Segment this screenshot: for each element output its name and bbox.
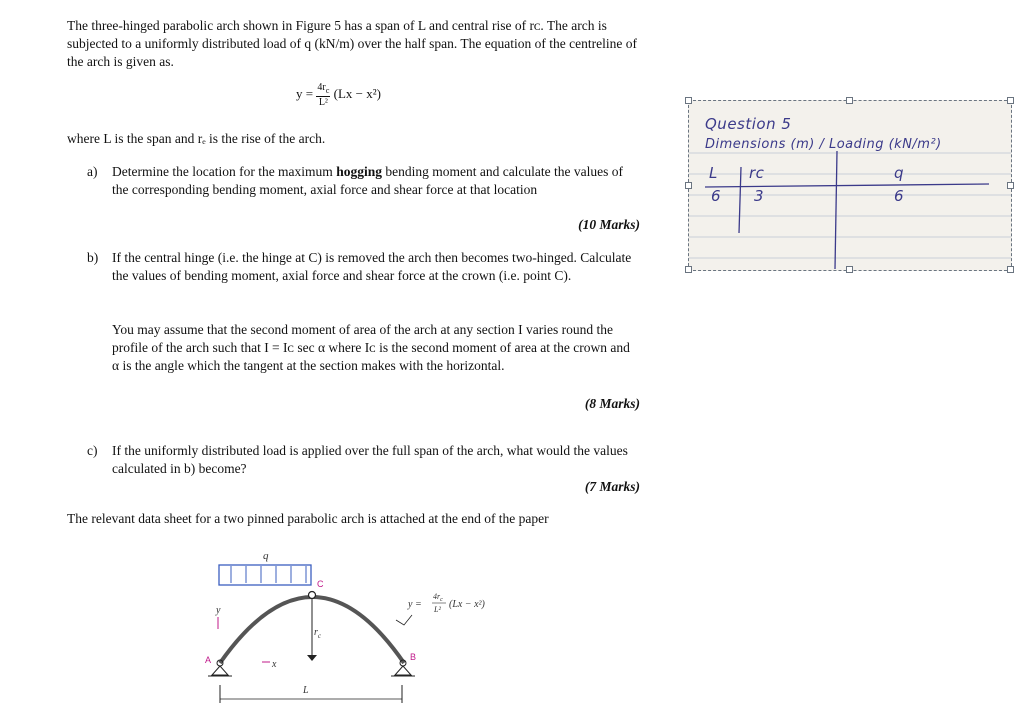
resize-handle-bc[interactable] — [846, 266, 853, 273]
note-subtitle: Dimensions (m) / Loading (kN/m²) — [705, 137, 942, 152]
figure-eq-rhs: (Lx − x²) — [449, 599, 485, 610]
question-b-text: If the central hinge (i.e. the hinge at C) is removed the arch then becomes two-hinged. Calculate the values of bending moment, axial force and shear force at the crown (i.e. point C). — [112, 250, 632, 283]
l-label: L — [303, 685, 309, 696]
where-text: where L is the span and rₑ is the rise of the arch. — [67, 131, 326, 146]
equation-numerator: 4r — [317, 82, 326, 93]
a-label: A — [205, 655, 212, 665]
c-label: C — [317, 579, 324, 589]
question-b-assumption: You may assume that the second moment of area of the arch at any section I varies round the profile of the arch such that I = Iᴄ sec α where Iᴄ is the second moment of area at the crown and α is the angle which the tangent at the section makes with the horizontal. — [112, 322, 630, 373]
equation-lhs: y = — [296, 85, 314, 101]
note-header-q: q — [894, 164, 905, 182]
note-header-rc: rc — [749, 164, 765, 182]
question-a-text: Determine the location for the maximum hogging bending moment and calculate the values of the corresponding bending moment, axial force and shear force at that location — [112, 164, 624, 197]
footer-text: The relevant data sheet for a two pinned parabolic arch is attached at the end of the paper — [67, 511, 549, 526]
question-a-marks: (10 Marks) — [578, 217, 640, 232]
question-a-label: a) — [87, 164, 98, 179]
equation-numerator-sub: c — [325, 86, 330, 95]
resize-handle-br[interactable] — [1007, 266, 1014, 273]
y-label: y — [216, 605, 221, 616]
question-a-bold: hogging — [336, 164, 382, 179]
note-value-q: 6 — [894, 187, 905, 205]
note-value-l: 6 — [711, 187, 722, 205]
resize-handle-bl[interactable] — [685, 266, 692, 273]
handwritten-note-image[interactable] — [688, 100, 1012, 271]
x-label: x — [272, 659, 277, 670]
intro-paragraph: The three-hinged parabolic arch shown in Figure 5 has a span of L and central rise of rᴄ. The arch is subjected to a uniformly distributed load of q (kN/m) over the half span. The equation of the centreline of the arch is given as. — [67, 18, 637, 69]
udl-arrows — [231, 566, 306, 583]
question-c-text: If the uniformly distributed load is applied over the full span of the arch, what would the values calculated in b) become? — [112, 443, 628, 476]
b-label: B — [410, 652, 417, 662]
note-value-rc: 3 — [754, 187, 765, 205]
note-title: Question 5 — [705, 115, 792, 133]
crown-hinge — [309, 592, 316, 599]
udl-box — [219, 565, 311, 585]
resize-handle-tr[interactable] — [1007, 97, 1014, 104]
figure-eq-num: $4r_c$ — [433, 592, 443, 603]
question-c-label: c) — [87, 443, 98, 458]
question-b-label: b) — [87, 250, 99, 265]
figure-eq-lhs: y = — [408, 599, 422, 610]
question-b-marks: (8 Marks) — [584, 396, 640, 411]
centreline-equation — [296, 82, 436, 122]
resize-handle-ml[interactable] — [685, 182, 692, 189]
resize-handle-mr[interactable] — [1007, 182, 1014, 189]
equation-fraction — [316, 82, 330, 108]
note-header-l: L — [709, 164, 718, 182]
arch-figure — [190, 545, 520, 715]
resize-handle-tl[interactable] — [685, 97, 692, 104]
q-label: q — [263, 550, 269, 562]
rc-label: $r_c$ — [314, 627, 322, 640]
figure-eq-den: L² — [434, 605, 441, 614]
equation-denominator: L² — [318, 97, 328, 108]
equation-rhs: (Lx − x²) — [333, 85, 381, 101]
question-c-marks: (7 Marks) — [584, 479, 640, 494]
resize-handle-tc[interactable] — [846, 97, 853, 104]
